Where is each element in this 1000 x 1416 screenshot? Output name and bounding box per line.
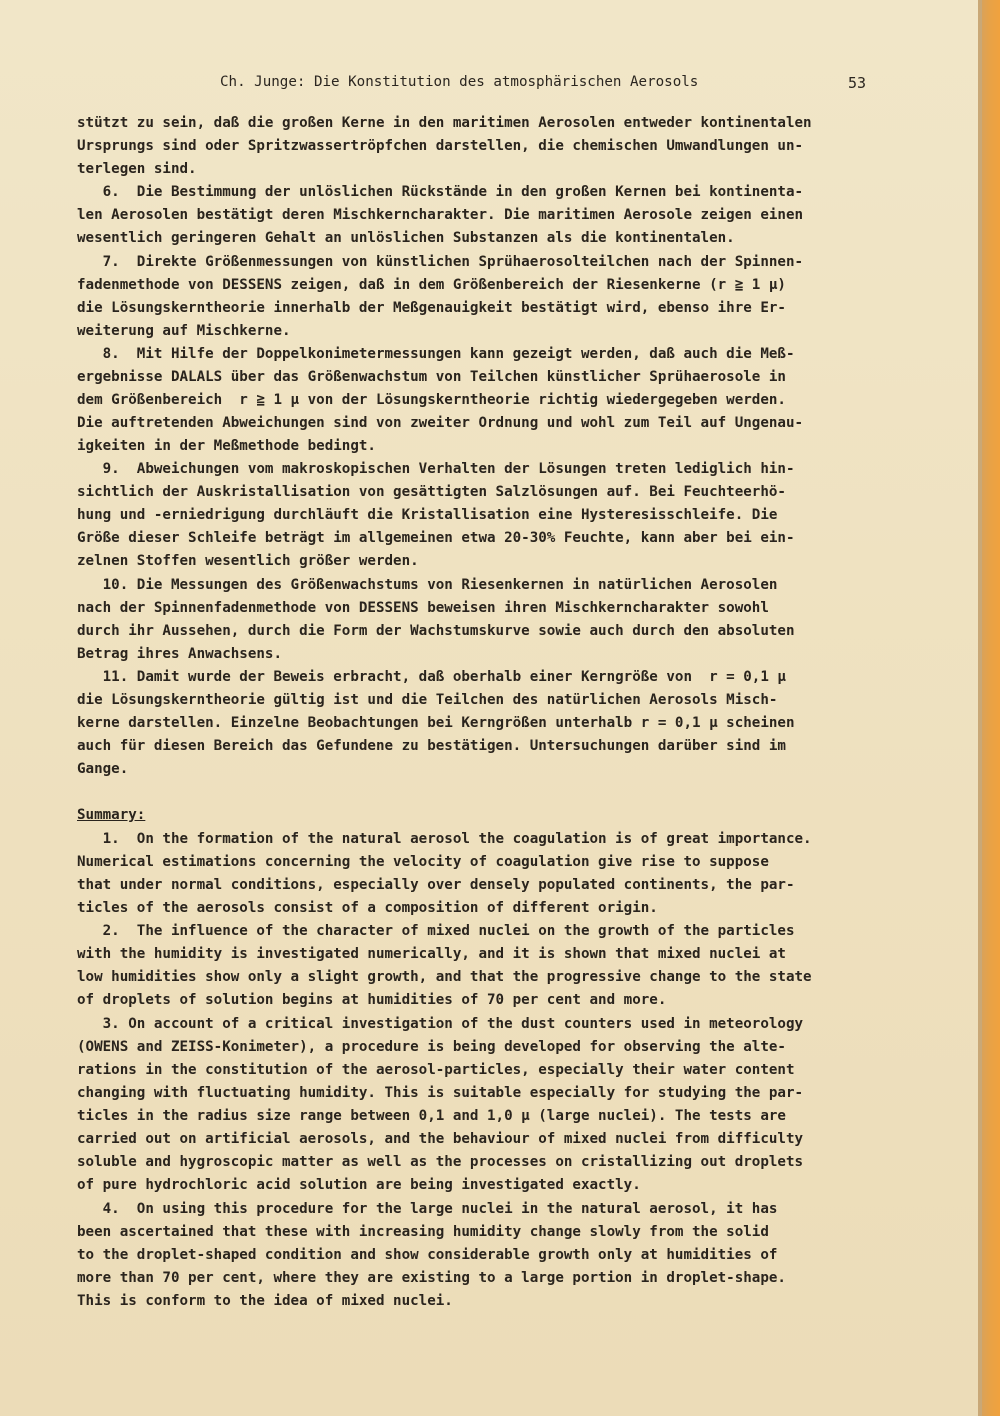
text-line: rations in the constitution of the aerosol-particles, especially their water content (77, 1062, 795, 1078)
text-line: more than 70 per cent, where they are existing to a large portion in droplet-shape. (77, 1270, 786, 1286)
text-line: low humidities show only a slight growth, and that the progressive change to the state (77, 969, 812, 985)
text-line: zelnen Stoffen wesentlich größer werden. (77, 553, 419, 569)
text-line: die Lösungskerntheorie innerhalb der Meßgenauigkeit bestätigt wird, ebenso ihre Er- (77, 300, 786, 316)
text-line: 11. Damit wurde der Beweis erbracht, daß oberhalb einer Kerngröße von r = 0,1 µ (77, 669, 786, 685)
text-line: been ascertained that these with increasing humidity change slowly from the solid (77, 1224, 769, 1240)
text-line: 4. On using this procedure for the large nuclei in the natural aerosol, it has (77, 1201, 778, 1217)
text-line: nach der Spinnenfadenmethode von DESSENS beweisen ihren Mischkerncharakter sowohl (77, 600, 769, 616)
text-line: durch ihr Aussehen, durch die Form der Wachstumskurve sowie auch durch den absoluten (77, 623, 795, 639)
text-line: 2. The influence of the character of mixed nuclei on the growth of the particles (77, 923, 795, 939)
page-edge-binding (982, 0, 1000, 1416)
text-line: Gange. (77, 761, 129, 777)
text-line: of pure hydrochloric acid solution are being investigated exactly. (77, 1177, 641, 1193)
running-title: Ch. Junge: Die Konstitution des atmosphärischen Aerosols (220, 74, 699, 90)
text-line: with the humidity is investigated numerically, and it is shown that mixed nuclei at (77, 946, 786, 962)
text-line: of droplets of solution begins at humidities of 70 per cent and more. (77, 992, 667, 1008)
text-line: 10. Die Messungen des Größenwachstums von Riesenkernen in natürlichen Aerosolen (77, 577, 778, 593)
text-line: that under normal conditions, especially over densely populated continents, the par- (77, 877, 795, 893)
text-line: weiterung auf Mischkerne. (77, 323, 291, 339)
text-line: Größe dieser Schleife beträgt im allgemeinen etwa 20-30% Feuchte, kann aber bei ein- (77, 530, 795, 546)
text-line: terlegen sind. (77, 161, 197, 177)
text-line: stützt zu sein, daß die großen Kerne in den maritimen Aerosolen entweder kontinentalen (77, 115, 812, 131)
text-line: 9. Abweichungen vom makroskopischen Verhalten der Lösungen treten lediglich hin- (77, 461, 795, 477)
text-line: die Lösungskerntheorie gültig ist und die Teilchen des natürlichen Aerosols Misch- (77, 692, 778, 708)
text-line: soluble and hygroscopic matter as well as the processes on cristallizing out droplets (77, 1154, 804, 1170)
summary-heading: Summary: (77, 807, 146, 823)
text-line: dem Größenbereich r ≧ 1 µ von der Lösungskerntheorie richtig wiedergegeben werden. (77, 392, 786, 408)
text-line: This is conform to the idea of mixed nuclei. (77, 1293, 453, 1309)
text-line: Ursprungs sind oder Spritzwassertröpfchen darstellen, die chemischen Umwandlungen un- (77, 138, 804, 154)
text-line: changing with fluctuating humidity. This is suitable especially for studying the par- (77, 1085, 804, 1101)
text-line: Die auftretenden Abweichungen sind von zweiter Ordnung und wohl zum Teil auf Ungenau- (77, 415, 804, 431)
text-line: carried out on artificial aerosols, and the behaviour of mixed nuclei from difficulty (77, 1131, 804, 1147)
text-line: sichtlich der Auskristallisation von gesättigten Salzlösungen auf. Bei Feuchteerhö- (77, 484, 786, 500)
text-line: 8. Mit Hilfe der Doppelkonimetermessungen kann gezeigt werden, daß auch die Meß- (77, 346, 795, 362)
text-line: auch für diesen Bereich das Gefundene zu bestätigen. Untersuchungen darüber sind im (77, 738, 786, 754)
text-line: ticles in the radius size range between 0,1 and 1,0 µ (large nuclei). The tests are (77, 1108, 786, 1124)
text-line: hung und -erniedrigung durchläuft die Kristallisation eine Hysteresisschleife. Die (77, 507, 778, 523)
text-line: len Aerosolen bestätigt deren Mischkerncharakter. Die maritimen Aerosole zeigen einen (77, 207, 804, 223)
text-line: 1. On the formation of the natural aerosol the coagulation is of great importance. (77, 831, 812, 847)
text-line: 7. Direkte Größenmessungen von künstlichen Sprühaerosolteilchen nach der Spinnen- (77, 254, 804, 270)
text-line: ticles of the aerosols consist of a composition of different origin. (77, 900, 658, 916)
text-line: (OWENS and ZEISS-Konimeter), a procedure is being developed for observing the alte- (77, 1039, 786, 1055)
text-line: to the droplet-shaped condition and show considerable growth only at humidities of (77, 1247, 778, 1263)
text-line: kerne darstellen. Einzelne Beobachtungen bei Kerngrößen unterhalb r = 0,1 µ scheinen (77, 715, 795, 731)
text-line: Betrag ihres Anwachsens. (77, 646, 282, 662)
text-line: igkeiten in der Meßmethode bedingt. (77, 438, 376, 454)
text-line: wesentlich geringeren Gehalt an unlöslichen Substanzen als die kontinentalen. (77, 230, 735, 246)
text-line: 6. Die Bestimmung der unlöslichen Rückstände in den großen Kernen bei kontinenta- (77, 184, 804, 200)
page-number: 53 (848, 74, 867, 92)
text-line: fadenmethode von DESSENS zeigen, daß in dem Größenbereich der Riesenkerne (r ≧ 1 µ) (77, 277, 786, 293)
text-line: 3. On account of a critical investigation of the dust counters used in meteorology (77, 1016, 804, 1032)
text-line: Numerical estimations concerning the velocity of coagulation give rise to suppose (77, 854, 769, 870)
text-line: ergebnisse DALALS über das Größenwachstum von Teilchen künstlicher Sprühaerosole in (77, 369, 786, 385)
